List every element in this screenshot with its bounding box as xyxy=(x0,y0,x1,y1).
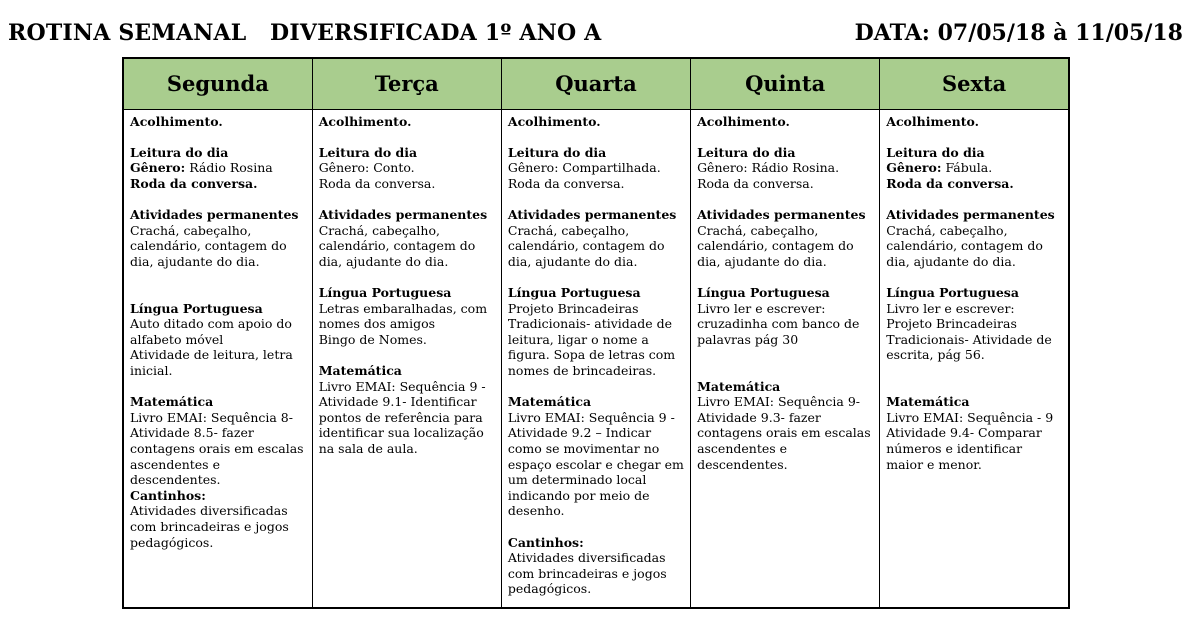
blank-line xyxy=(130,285,306,301)
day-header-row xyxy=(123,58,1069,109)
schedule-text-line xyxy=(697,160,873,176)
page-header xyxy=(8,20,1183,46)
schedule-text-line xyxy=(886,176,1062,192)
schedule-label-bold: Língua Portuguesa xyxy=(507,285,641,301)
blank-line xyxy=(886,363,1062,379)
schedule-label-bold: Atividades permanentes xyxy=(507,207,677,223)
schedule-text-run: Gênero: Rádio Rosina. xyxy=(697,160,840,176)
blank-line xyxy=(508,269,684,285)
schedule-text-run: Atividade de leitura, letra inicial. xyxy=(130,347,293,378)
blank-line xyxy=(319,129,495,145)
schedule-text-line xyxy=(886,301,1062,363)
document-date: DATA: 07/05/18 à 11/05/18 xyxy=(854,20,1183,46)
schedule-text-run: Roda da conversa. xyxy=(507,175,625,191)
blank-line xyxy=(886,129,1062,145)
schedule-text-line xyxy=(697,285,873,301)
schedule-label-bold: Matemática xyxy=(886,394,970,410)
schedule-label-bold: Roda da conversa. xyxy=(130,175,258,191)
day-cell-segunda xyxy=(123,109,312,608)
schedule-text-line xyxy=(508,114,684,130)
schedule-text-line xyxy=(508,223,684,270)
schedule-text-run: Crachá, cabeçalho, calendário, contagem do dia, ajudante do dia. xyxy=(318,222,476,269)
schedule-text-line xyxy=(508,535,684,551)
blank-line xyxy=(697,191,873,207)
schedule-text-run: Crachá, cabeçalho, calendário, contagem do dia, ajudante do dia. xyxy=(697,222,854,269)
schedule-text-line xyxy=(508,207,684,223)
schedule-text-run: Livro EMAI: Sequência 8- Atividade 8.5- fazer contagens orais em escalas ascendentes e descendentes. xyxy=(130,409,304,488)
schedule-table-head xyxy=(123,58,1069,109)
schedule-label-bold: Língua Portuguesa xyxy=(886,285,1019,301)
schedule-text-run: Bingo de Nomes. xyxy=(318,331,427,347)
blank-line xyxy=(508,191,684,207)
schedule-text-line xyxy=(319,176,495,192)
schedule-text-line xyxy=(508,145,684,161)
day-body-row xyxy=(123,109,1069,608)
schedule-text-line xyxy=(319,285,495,301)
schedule-text-line xyxy=(697,145,873,161)
schedule-text-line xyxy=(697,114,873,130)
blank-line xyxy=(319,191,495,207)
schedule-text-line xyxy=(697,394,873,472)
schedule-text-line xyxy=(130,176,306,192)
schedule-text-run: Fábula. xyxy=(941,160,993,176)
schedule-label-bold: Leitura do dia xyxy=(697,144,796,160)
blank-line xyxy=(130,379,306,395)
schedule-label-bold: Leitura do dia xyxy=(130,144,229,160)
blank-line xyxy=(508,129,684,145)
schedule-text-line xyxy=(508,394,684,410)
schedule-text-line xyxy=(130,223,306,270)
schedule-label-bold: Matemática xyxy=(130,394,214,410)
schedule-table-body xyxy=(123,109,1069,608)
schedule-text-line xyxy=(697,207,873,223)
schedule-text-run: Gênero: Conto. xyxy=(318,160,415,176)
schedule-text-line xyxy=(130,160,306,176)
schedule-label-bold: Acolhimento. xyxy=(886,113,979,129)
schedule-text-run: Roda da conversa. xyxy=(697,175,814,191)
blank-line xyxy=(130,191,306,207)
schedule-text-line xyxy=(697,223,873,270)
schedule-label-bold: Matemática xyxy=(697,378,781,394)
schedule-text-run: Livro EMAI: Sequência - 9 Atividade 9.4- Comparar números e identificar maior e menor. xyxy=(886,409,1054,472)
schedule-text-run: Crachá, cabeçalho, calendário, contagem do dia, ajudante do dia. xyxy=(886,222,1043,269)
schedule-label-bold: Cantinhos: xyxy=(130,487,206,503)
schedule-text-run: Projeto Brincadeiras Tradicionais- atividade de leitura, ligar o nome a figura. Sopa de letras com nomes de brincadeiras. xyxy=(507,300,676,378)
schedule-text-line xyxy=(130,488,306,504)
schedule-label-bold: Língua Portuguesa xyxy=(130,300,263,316)
blank-line xyxy=(319,269,495,285)
schedule-text-line xyxy=(697,176,873,192)
schedule-text-run: Livro ler e escrever: Projeto Brincadeiras Tradicionais- Atividade de escrita, pág 56. xyxy=(886,300,1052,363)
blank-line xyxy=(886,269,1062,285)
document-title: ROTINA SEMANAL DIVERSIFICADA 1º ANO A xyxy=(8,20,602,46)
schedule-text-line xyxy=(130,503,306,550)
day-cell-sexta xyxy=(880,109,1069,608)
blank-line xyxy=(319,347,495,363)
day-header-terça: Terça xyxy=(312,58,501,109)
blank-line xyxy=(508,519,684,535)
day-cell-quarta xyxy=(501,109,690,608)
schedule-label-bold: Cantinhos: xyxy=(507,534,584,550)
schedule-text-run: Gênero: Compartilhada. xyxy=(507,160,661,176)
schedule-text-line xyxy=(319,379,495,457)
blank-line xyxy=(130,269,306,285)
blank-line xyxy=(130,129,306,145)
schedule-text-line xyxy=(886,285,1062,301)
schedule-text-line xyxy=(130,145,306,161)
schedule-text-line xyxy=(508,301,684,379)
schedule-label-bold: Acolhimento. xyxy=(697,113,790,129)
blank-line xyxy=(886,191,1062,207)
schedule-label-bold: Matemática xyxy=(507,394,592,410)
schedule-label-bold: Atividades permanentes xyxy=(318,207,488,223)
schedule-text-line xyxy=(886,145,1062,161)
schedule-text-line xyxy=(508,410,684,519)
schedule-label-bold: Acolhimento. xyxy=(318,113,412,129)
schedule-text-line xyxy=(130,316,306,347)
blank-line xyxy=(697,129,873,145)
schedule-text-run: Crachá, cabeçalho, calendário, contagem do dia, ajudante do dia. xyxy=(507,222,665,269)
blank-line xyxy=(697,269,873,285)
schedule-label-bold: Língua Portuguesa xyxy=(318,285,452,301)
schedule-text-line xyxy=(886,223,1062,270)
schedule-text-run: Auto ditado com apoio do alfabeto móvel xyxy=(130,316,292,347)
schedule-label-bold: Acolhimento. xyxy=(507,113,601,129)
schedule-text-line xyxy=(130,410,306,488)
schedule-text-run: Rádio Rosina xyxy=(185,160,273,176)
schedule-label-bold: Acolhimento. xyxy=(130,113,223,129)
schedule-text-line xyxy=(319,332,495,348)
schedule-label-bold: Gênero: xyxy=(130,160,186,176)
schedule-text-run: Livro EMAI: Sequência 9- Atividade 9.3- fazer contagens orais em escalas ascendentes e descendentes. xyxy=(697,394,871,472)
schedule-text-line xyxy=(319,363,495,379)
schedule-label-bold: Língua Portuguesa xyxy=(697,285,830,301)
schedule-label-bold: Atividades permanentes xyxy=(697,207,866,223)
schedule-label-bold: Atividades permanentes xyxy=(886,207,1055,223)
schedule-label-bold: Gênero: xyxy=(886,160,942,176)
schedule-text-run: Atividades diversificadas com brincadeiras e jogos pedagógicos. xyxy=(130,503,289,550)
schedule-text-line xyxy=(508,285,684,301)
schedule-label-bold: Atividades permanentes xyxy=(130,207,299,223)
blank-line xyxy=(886,379,1062,395)
schedule-text-line xyxy=(130,347,306,378)
schedule-text-line xyxy=(508,176,684,192)
schedule-text-run: Roda da conversa. xyxy=(318,175,436,191)
schedule-text-line xyxy=(319,145,495,161)
blank-line xyxy=(508,379,684,395)
schedule-text-line xyxy=(697,379,873,395)
schedule-text-line xyxy=(886,410,1062,472)
schedule-text-line xyxy=(319,160,495,176)
schedule-text-line xyxy=(886,394,1062,410)
day-header-quinta: Quinta xyxy=(691,58,880,109)
day-cell-terça xyxy=(312,109,501,608)
blank-line xyxy=(697,347,873,363)
schedule-text-line xyxy=(130,394,306,410)
schedule-text-line xyxy=(319,301,495,332)
schedule-text-run: Letras embaralhadas, com nomes dos amigos xyxy=(318,300,488,332)
schedule-text-line xyxy=(319,223,495,270)
schedule-text-run: Livro EMAI: Sequência 9 - Atividade 9.2 – Indicar como se movimentar no espaço escolar e chegar em um determinado local indicando por meio de desenho. xyxy=(507,409,684,519)
schedule-text-run: Livro ler e escrever: cruzadinha com banco de palavras pág 30 xyxy=(697,300,860,347)
schedule-text-line xyxy=(130,301,306,317)
day-header-sexta: Sexta xyxy=(880,58,1069,109)
day-header-quarta: Quarta xyxy=(501,58,690,109)
schedule-text-line xyxy=(130,207,306,223)
schedule-label-bold: Matemática xyxy=(318,363,402,378)
schedule-text-line xyxy=(886,114,1062,130)
schedule-text-run: Atividades diversificadas com brincadeiras e jogos pedagógicos. xyxy=(507,550,667,597)
schedule-text-line xyxy=(130,114,306,130)
schedule-label-bold: Leitura do dia xyxy=(318,144,418,160)
schedule-label-bold: Leitura do dia xyxy=(886,144,985,160)
schedule-text-line xyxy=(319,207,495,223)
day-cell-quinta xyxy=(691,109,880,608)
schedule-text-line xyxy=(886,207,1062,223)
schedule-text-line xyxy=(508,550,684,597)
schedule-text-line xyxy=(886,160,1062,176)
schedule-text-line xyxy=(697,301,873,348)
day-header-segunda: Segunda xyxy=(123,58,312,109)
schedule-text-run: Livro EMAI: Sequência 9 - Atividade 9.1- Identificar pontos de referência para identificar sua localização na sala de aula. xyxy=(318,378,486,456)
schedule-text-line xyxy=(508,160,684,176)
schedule-text-line xyxy=(319,114,495,130)
schedule-text-run: Crachá, cabeçalho, calendário, contagem do dia, ajudante do dia. xyxy=(130,222,287,269)
blank-line xyxy=(697,363,873,379)
weekly-schedule-table xyxy=(122,57,1070,609)
schedule-label-bold: Leitura do dia xyxy=(507,144,607,160)
schedule-label-bold: Roda da conversa. xyxy=(886,175,1014,191)
